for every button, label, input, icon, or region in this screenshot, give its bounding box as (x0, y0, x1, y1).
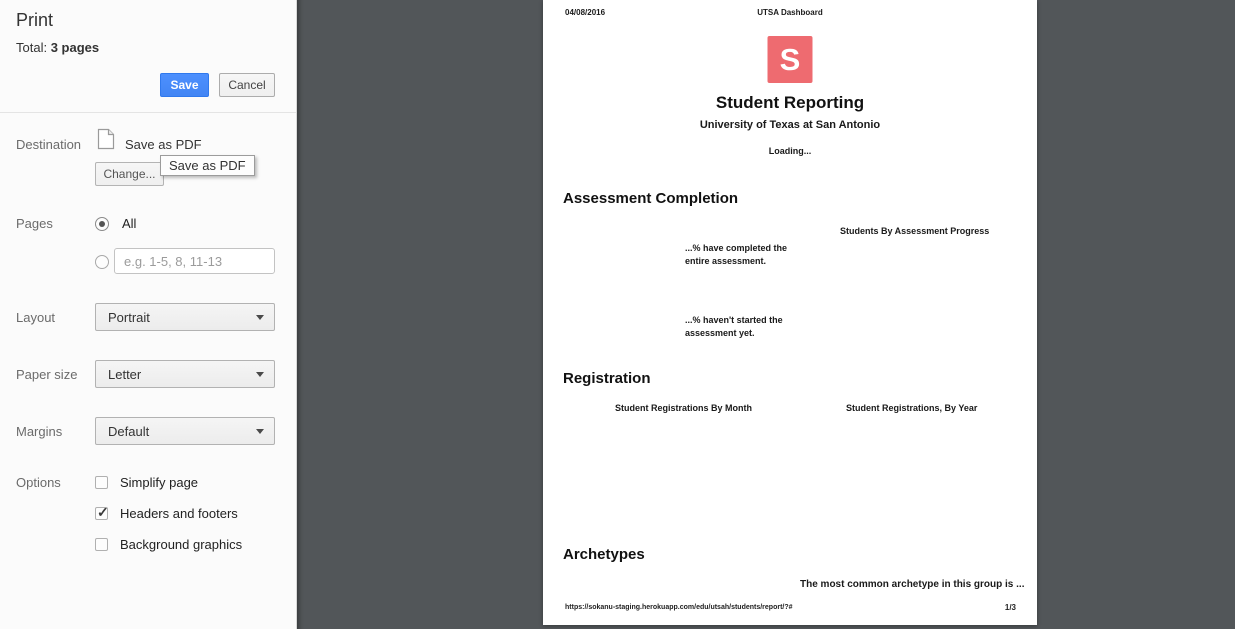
destination-tooltip: Save as PDF (160, 155, 255, 176)
layout-label: Layout (16, 310, 56, 325)
paper-size-selected-value: Letter (108, 367, 142, 382)
page-header-date: 04/08/2016 (565, 8, 606, 17)
headers-footers-label: Headers and footers (120, 506, 238, 521)
pages-range-radio[interactable] (95, 255, 109, 269)
total-label: Total: (16, 40, 48, 55)
chevron-down-icon (256, 429, 264, 434)
preview-page-1 (543, 0, 1037, 625)
header-divider (0, 112, 296, 113)
simplify-page-label: Simplify page (120, 475, 199, 490)
margins-label: Margins (16, 424, 63, 439)
loading-text: Loading... (768, 146, 812, 156)
paper-size-label: Paper size (16, 367, 78, 382)
assessment-heading: Assessment Completion (563, 190, 739, 207)
completed-text: ...% have completed the entire assessment. (685, 243, 788, 266)
registrations-by-year-title: Student Registrations, By Year (846, 403, 978, 413)
pages-label: Pages (16, 216, 53, 231)
pages-all-radio[interactable] (95, 217, 109, 231)
page-range-input[interactable] (114, 248, 275, 274)
layout-selected-value: Portrait (108, 310, 150, 325)
archetypes-heading: Archetypes (563, 546, 645, 563)
background-graphics-label: Background graphics (120, 537, 243, 552)
print-settings-panel (0, 0, 297, 629)
checkbox-icon (95, 538, 108, 551)
margins-select[interactable] (95, 417, 275, 445)
not-started-text: ...% haven't started the assessment yet. (685, 315, 783, 338)
save-button[interactable]: Save (160, 73, 209, 97)
checkbox-icon (95, 476, 108, 489)
cancel-button[interactable]: Cancel (219, 73, 275, 97)
total-pages (16, 40, 99, 55)
paper-size-select[interactable] (95, 360, 275, 388)
sokanu-logo (768, 36, 813, 83)
chevron-down-icon (256, 315, 264, 320)
page-header-title: UTSA Dashboard (757, 8, 823, 17)
pdf-document-icon (97, 128, 115, 155)
pages-all-label[interactable]: All (122, 216, 137, 231)
print-preview-area[interactable] (297, 0, 1235, 629)
assessment-chart-title: Students By Assessment Progress (840, 226, 990, 236)
report-subtitle: University of Texas at San Antonio (699, 119, 881, 131)
dialog-title: Print (16, 10, 54, 30)
total-value: 3 pages (50, 40, 100, 55)
chevron-down-icon (256, 372, 264, 377)
change-destination-button[interactable]: Change... (95, 162, 164, 186)
destination-value: Save as PDF (125, 137, 202, 152)
logo-letter: S (779, 41, 801, 77)
page-footer-number: 1/3 (1004, 603, 1016, 612)
margins-selected-value: Default (108, 424, 150, 439)
checkbox-icon (95, 507, 108, 520)
archetype-text: The most common archetype in this group is ... (800, 579, 1025, 590)
report-title: Student Reporting (715, 93, 865, 112)
registration-heading: Registration (563, 370, 651, 387)
page-footer-url: https://sokanu-staging.herokuapp.com/edu/utsah/students/report/?# (565, 604, 793, 611)
options-label: Options (16, 475, 61, 490)
registrations-by-month-title: Student Registrations By Month (615, 403, 752, 413)
layout-select[interactable] (95, 303, 275, 331)
destination-label: Destination (16, 137, 82, 152)
